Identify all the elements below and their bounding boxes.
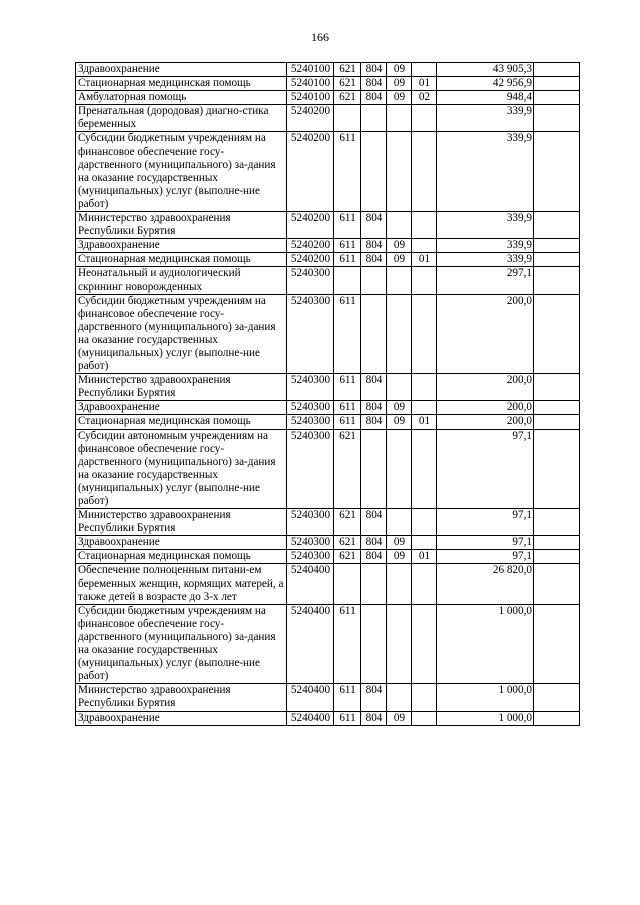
- row-subsection-cell: [412, 604, 437, 684]
- row-extra-cell: [534, 536, 580, 550]
- table-row: [76, 267, 580, 294]
- row-amount-cell: 97,1: [437, 536, 534, 550]
- row-name-cell: Неонатальный и аудиологический скрининг новорожденных: [76, 267, 287, 294]
- row-name-cell: Стационарная медицинская помощь: [76, 253, 287, 267]
- row-name-cell: Стационарная медицинская помощь: [76, 415, 287, 429]
- row-name-cell: Здравоохранение: [76, 63, 287, 77]
- row-code-cell: 5240200: [287, 212, 334, 239]
- row-section-cell: 09: [387, 401, 412, 415]
- row-amount-cell: 200,0: [437, 374, 534, 401]
- row-code-cell: 5240300: [287, 536, 334, 550]
- row-section-cell: [387, 294, 412, 374]
- row-admin-code-cell: [361, 429, 387, 509]
- row-code-cell: 5240300: [287, 509, 334, 536]
- table-row: [76, 604, 580, 684]
- row-admin-code-cell: 804: [361, 684, 387, 711]
- row-subsection-cell: [412, 239, 437, 253]
- row-subsection-cell: [412, 374, 437, 401]
- row-name-cell: Стационарная медицинская помощь: [76, 550, 287, 564]
- row-extra-cell: [534, 604, 580, 684]
- row-code-cell: 5240100: [287, 77, 334, 91]
- row-code-cell: 5240400: [287, 711, 334, 725]
- row-subsection-cell: 01: [412, 253, 437, 267]
- row-code-cell: 5240200: [287, 105, 334, 132]
- row-code-cell: 5240300: [287, 401, 334, 415]
- table-row: [76, 374, 580, 401]
- row-code-cell: 5240300: [287, 374, 334, 401]
- row-amount-cell: 339,9: [437, 239, 534, 253]
- row-admin-code-cell: 804: [361, 239, 387, 253]
- row-admin-code-cell: 804: [361, 536, 387, 550]
- row-extra-cell: [534, 564, 580, 604]
- row-code-cell: 5240300: [287, 429, 334, 509]
- row-code-cell: 5240300: [287, 550, 334, 564]
- row-admin-code-cell: 804: [361, 374, 387, 401]
- budget-table: [75, 62, 580, 726]
- row-name-cell: Амбулаторная помощь: [76, 91, 287, 105]
- row-amount-cell: 1 000,0: [437, 711, 534, 725]
- row-subsection-cell: [412, 294, 437, 374]
- row-name-cell: Министерство здравоохранения Республики Бурятия: [76, 509, 287, 536]
- row-admin-code-cell: 804: [361, 77, 387, 91]
- row-expense-type-cell: 611: [334, 239, 361, 253]
- row-extra-cell: [534, 684, 580, 711]
- row-expense-type-cell: 611: [334, 401, 361, 415]
- row-section-cell: [387, 604, 412, 684]
- row-subsection-cell: 01: [412, 550, 437, 564]
- row-section-cell: 09: [387, 711, 412, 725]
- table-row: [76, 550, 580, 564]
- row-extra-cell: [534, 401, 580, 415]
- row-extra-cell: [534, 509, 580, 536]
- row-amount-cell: 43 905,3: [437, 63, 534, 77]
- row-expense-type-cell: [334, 267, 361, 294]
- row-amount-cell: 339,9: [437, 132, 534, 212]
- table-row: [76, 239, 580, 253]
- table-row: [76, 536, 580, 550]
- row-expense-type-cell: 621: [334, 509, 361, 536]
- row-name-cell: Здравоохранение: [76, 536, 287, 550]
- page-number: 166: [311, 30, 329, 44]
- table-row: [76, 105, 580, 132]
- row-code-cell: 5240400: [287, 564, 334, 604]
- row-section-cell: 09: [387, 91, 412, 105]
- row-subsection-cell: [412, 429, 437, 509]
- row-extra-cell: [534, 63, 580, 77]
- row-admin-code-cell: 804: [361, 550, 387, 564]
- row-extra-cell: [534, 239, 580, 253]
- row-name-cell: Министерство здравоохранения Республики Бурятия: [76, 212, 287, 239]
- row-admin-code-cell: [361, 105, 387, 132]
- row-subsection-cell: [412, 212, 437, 239]
- row-subsection-cell: [412, 63, 437, 77]
- row-section-cell: [387, 509, 412, 536]
- row-expense-type-cell: 611: [334, 415, 361, 429]
- row-amount-cell: 339,9: [437, 253, 534, 267]
- row-amount-cell: 200,0: [437, 415, 534, 429]
- table-row: [76, 132, 580, 212]
- row-subsection-cell: 01: [412, 415, 437, 429]
- row-expense-type-cell: 611: [334, 604, 361, 684]
- row-amount-cell: 1 000,0: [437, 684, 534, 711]
- row-section-cell: 09: [387, 415, 412, 429]
- row-expense-type-cell: 621: [334, 77, 361, 91]
- row-code-cell: 5240400: [287, 604, 334, 684]
- row-name-cell: Обеспечение полноценным питани-ем беременных женщин, кормящих матерей, а также детей в возрасте до 3-х лет: [76, 564, 287, 604]
- row-amount-cell: 1 000,0: [437, 604, 534, 684]
- row-admin-code-cell: 804: [361, 401, 387, 415]
- table-row: [76, 711, 580, 725]
- table-row: [76, 509, 580, 536]
- row-name-cell: Субсидии бюджетным учреждениям на финансовое обеспечение госу-дарственного (муниципального) за-дания на оказание государственных (муниципальных) услуг (выполне-ние работ): [76, 294, 287, 374]
- row-name-cell: Субсидии бюджетным учреждениям на финансовое обеспечение госу-дарственного (муниципального) за-дания на оказание государственных (муниципальных) услуг (выполне-ние работ): [76, 132, 287, 212]
- row-extra-cell: [534, 550, 580, 564]
- row-expense-type-cell: 611: [334, 212, 361, 239]
- row-subsection-cell: 01: [412, 77, 437, 91]
- row-admin-code-cell: [361, 267, 387, 294]
- row-section-cell: 09: [387, 63, 412, 77]
- row-subsection-cell: [412, 564, 437, 604]
- row-subsection-cell: [412, 132, 437, 212]
- row-name-cell: Министерство здравоохранения Республики Бурятия: [76, 374, 287, 401]
- row-expense-type-cell: [334, 564, 361, 604]
- row-section-cell: 09: [387, 550, 412, 564]
- row-code-cell: 5240100: [287, 91, 334, 105]
- row-admin-code-cell: 804: [361, 415, 387, 429]
- row-expense-type-cell: [334, 105, 361, 132]
- row-subsection-cell: [412, 267, 437, 294]
- row-section-cell: [387, 267, 412, 294]
- row-admin-code-cell: [361, 294, 387, 374]
- row-amount-cell: 97,1: [437, 429, 534, 509]
- row-name-cell: Здравоохранение: [76, 239, 287, 253]
- row-section-cell: [387, 132, 412, 212]
- row-admin-code-cell: [361, 604, 387, 684]
- row-subsection-cell: 02: [412, 91, 437, 105]
- row-name-cell: Субсидии автономным учреждениям на финансовое обеспечение госу-дарственного (муниципального) за-дания на оказание государственных (муниципальных) услуг (выполне-ние работ): [76, 429, 287, 509]
- row-expense-type-cell: 611: [334, 711, 361, 725]
- row-admin-code-cell: [361, 564, 387, 604]
- table-row: [76, 212, 580, 239]
- row-name-cell: Стационарная медицинская помощь: [76, 77, 287, 91]
- table-row: [76, 564, 580, 604]
- row-expense-type-cell: 621: [334, 550, 361, 564]
- row-extra-cell: [534, 429, 580, 509]
- row-subsection-cell: [412, 509, 437, 536]
- row-expense-type-cell: 611: [334, 253, 361, 267]
- row-extra-cell: [534, 132, 580, 212]
- table-row: [76, 91, 580, 105]
- row-amount-cell: 200,0: [437, 401, 534, 415]
- row-extra-cell: [534, 711, 580, 725]
- row-subsection-cell: [412, 105, 437, 132]
- row-amount-cell: 97,1: [437, 550, 534, 564]
- row-name-cell: Здравоохранение: [76, 711, 287, 725]
- table-row: [76, 415, 580, 429]
- row-expense-type-cell: 621: [334, 429, 361, 509]
- row-extra-cell: [534, 105, 580, 132]
- row-extra-cell: [534, 267, 580, 294]
- row-name-cell: Здравоохранение: [76, 401, 287, 415]
- row-extra-cell: [534, 212, 580, 239]
- row-amount-cell: 948,4: [437, 91, 534, 105]
- row-admin-code-cell: 804: [361, 91, 387, 105]
- row-code-cell: 5240200: [287, 132, 334, 212]
- table-row: [76, 294, 580, 374]
- row-extra-cell: [534, 77, 580, 91]
- row-extra-cell: [534, 253, 580, 267]
- row-expense-type-cell: 621: [334, 91, 361, 105]
- row-section-cell: [387, 212, 412, 239]
- row-expense-type-cell: 621: [334, 536, 361, 550]
- row-section-cell: 09: [387, 239, 412, 253]
- row-section-cell: [387, 374, 412, 401]
- row-section-cell: [387, 105, 412, 132]
- row-section-cell: [387, 429, 412, 509]
- row-code-cell: 5240100: [287, 63, 334, 77]
- row-subsection-cell: [412, 711, 437, 725]
- row-amount-cell: 297,1: [437, 267, 534, 294]
- row-section-cell: [387, 564, 412, 604]
- row-extra-cell: [534, 91, 580, 105]
- row-subsection-cell: [412, 536, 437, 550]
- row-amount-cell: 97,1: [437, 509, 534, 536]
- table-row: [76, 77, 580, 91]
- row-code-cell: 5240200: [287, 253, 334, 267]
- budget-table-body: [76, 63, 580, 726]
- table-row: [76, 253, 580, 267]
- row-expense-type-cell: 611: [334, 684, 361, 711]
- row-admin-code-cell: 804: [361, 63, 387, 77]
- row-name-cell: Пренатальная (дородовая) диагно-стика беременных: [76, 105, 287, 132]
- row-admin-code-cell: [361, 132, 387, 212]
- row-expense-type-cell: 611: [334, 294, 361, 374]
- row-code-cell: 5240300: [287, 267, 334, 294]
- row-expense-type-cell: 611: [334, 132, 361, 212]
- row-extra-cell: [534, 374, 580, 401]
- row-amount-cell: 339,9: [437, 212, 534, 239]
- row-section-cell: 09: [387, 77, 412, 91]
- row-amount-cell: 200,0: [437, 294, 534, 374]
- row-subsection-cell: [412, 401, 437, 415]
- row-subsection-cell: [412, 684, 437, 711]
- table-row: [76, 684, 580, 711]
- table-row: [76, 429, 580, 509]
- row-code-cell: 5240300: [287, 415, 334, 429]
- row-admin-code-cell: 804: [361, 509, 387, 536]
- row-section-cell: 09: [387, 536, 412, 550]
- row-extra-cell: [534, 415, 580, 429]
- row-admin-code-cell: 804: [361, 253, 387, 267]
- table-row: [76, 63, 580, 77]
- row-expense-type-cell: 611: [334, 374, 361, 401]
- row-expense-type-cell: 621: [334, 63, 361, 77]
- row-admin-code-cell: 804: [361, 212, 387, 239]
- row-amount-cell: 42 956,9: [437, 77, 534, 91]
- row-admin-code-cell: 804: [361, 711, 387, 725]
- row-code-cell: 5240300: [287, 294, 334, 374]
- row-code-cell: 5240200: [287, 239, 334, 253]
- row-section-cell: [387, 684, 412, 711]
- row-code-cell: 5240400: [287, 684, 334, 711]
- row-section-cell: 09: [387, 253, 412, 267]
- row-amount-cell: 339,9: [437, 105, 534, 132]
- row-name-cell: Министерство здравоохранения Республики Бурятия: [76, 684, 287, 711]
- row-name-cell: Субсидии бюджетным учреждениям на финансовое обеспечение госу-дарственного (муниципального) за-дания на оказание государственных (муниципальных) услуг (выполне-ние работ): [76, 604, 287, 684]
- table-row: [76, 401, 580, 415]
- row-extra-cell: [534, 294, 580, 374]
- row-amount-cell: 26 820,0: [437, 564, 534, 604]
